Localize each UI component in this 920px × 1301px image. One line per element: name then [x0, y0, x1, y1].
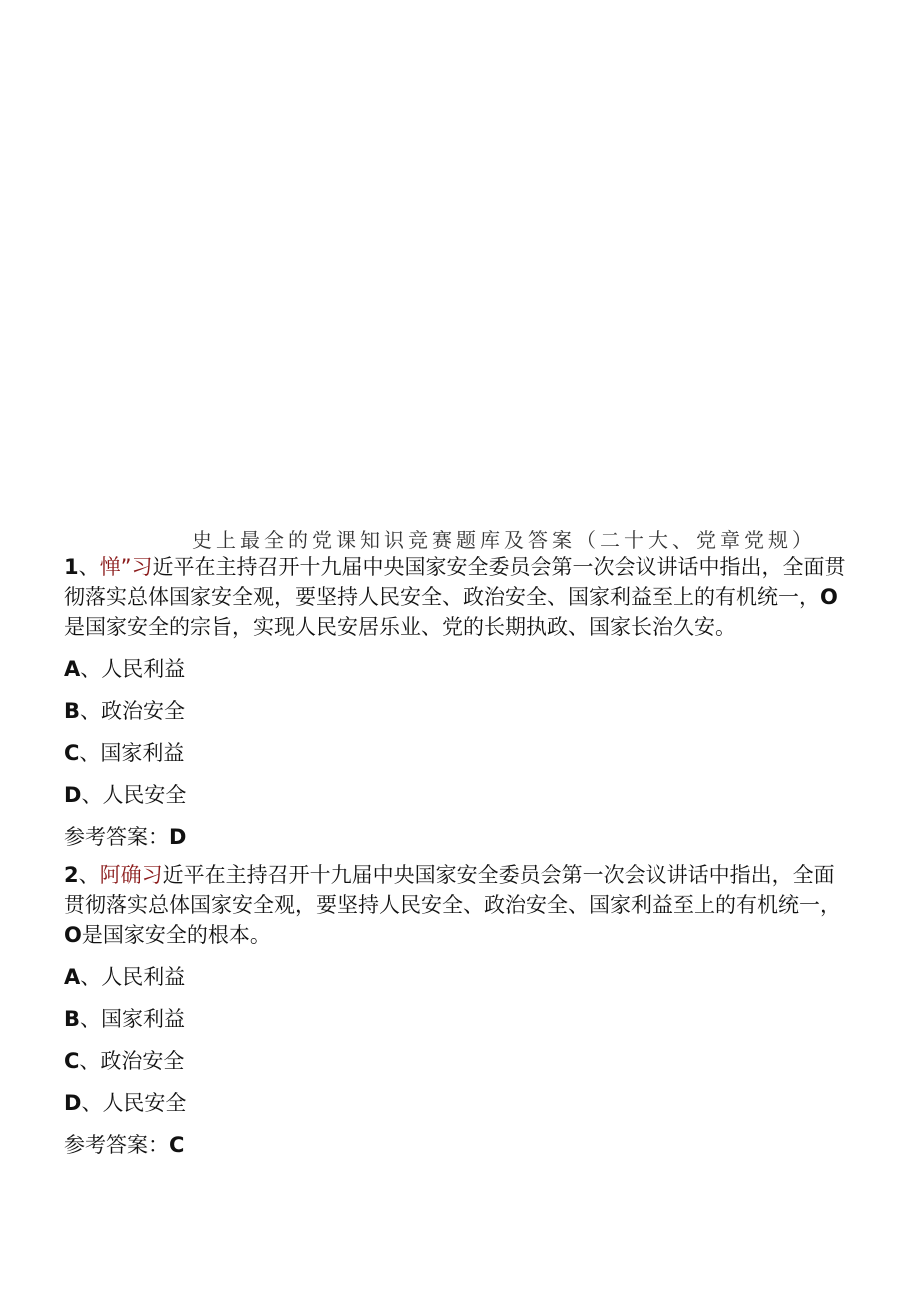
option-text: 政治安全	[100, 1049, 185, 1073]
question-blank: O	[64, 923, 82, 947]
option-letter: C	[64, 741, 80, 765]
question-number: 2	[64, 863, 79, 887]
option-separator: 、	[80, 965, 102, 989]
option-text: 人民安全	[102, 783, 187, 807]
question-stem	[64, 860, 854, 950]
option-a	[64, 648, 854, 690]
option-separator: 、	[81, 1091, 103, 1115]
option-c	[64, 732, 854, 774]
question-blank: O	[820, 585, 838, 609]
option-text: 政治安全	[101, 699, 186, 723]
question-lead-text: 阿确习	[99, 863, 163, 887]
option-b	[64, 690, 854, 732]
option-c	[64, 1040, 854, 1082]
question-number-separator: 、	[78, 555, 100, 579]
question-text-part2: 是国家安全的宗旨，实现人民安居乐业、党的长期执政、国家长治久安。	[64, 615, 736, 639]
option-letter: B	[64, 1007, 81, 1031]
document-title: 史上最全的党课知识竞赛题库及答案（二十大、党章党规）	[192, 528, 816, 552]
option-separator: 、	[80, 657, 102, 681]
question-1	[64, 552, 854, 858]
option-letter: A	[64, 657, 81, 681]
option-separator: 、	[80, 699, 102, 723]
option-letter: A	[64, 965, 81, 989]
option-b	[64, 998, 854, 1040]
option-text: 人民利益	[101, 965, 186, 989]
option-separator: 、	[79, 741, 101, 765]
reference-answer	[64, 1124, 854, 1166]
question-lead-text: 惮”习	[99, 555, 153, 579]
answer-value: D	[169, 825, 187, 849]
answer-label: 参考答案：	[64, 825, 169, 849]
option-separator: 、	[80, 1007, 102, 1031]
option-letter: B	[64, 699, 81, 723]
reference-answer	[64, 816, 854, 858]
option-letter: D	[64, 1091, 82, 1115]
question-stem	[64, 552, 854, 642]
option-text: 国家利益	[100, 741, 185, 765]
option-a	[64, 956, 854, 998]
option-separator: 、	[81, 783, 103, 807]
option-separator: 、	[79, 1049, 101, 1073]
question-text-part1: 近平在主持召开十九届中央国家安全委员会第一次会议讲话中指出，全面贯彻落实总体国家安全观，要坚持人民安全、政治安全、国家利益至上的有机统一，	[64, 863, 841, 917]
question-2	[64, 860, 854, 1166]
question-text-part1: 近平在主持召开十九届中央国家安全委员会第一次会议讲话中指出，全面贯彻落实总体国家安全观，要坚持人民安全、政治安全、国家利益至上的有机统一，	[64, 555, 846, 609]
option-text: 人民安全	[102, 1091, 187, 1115]
option-text: 人民利益	[101, 657, 186, 681]
option-d	[64, 774, 854, 816]
question-number: 1	[64, 555, 79, 579]
question-number-separator: 、	[78, 863, 100, 887]
option-letter: D	[64, 783, 82, 807]
option-text: 国家利益	[101, 1007, 186, 1031]
option-letter: C	[64, 1049, 80, 1073]
question-text-part2: 是国家安全的根本。	[81, 923, 271, 947]
option-d	[64, 1082, 854, 1124]
answer-value: C	[169, 1133, 185, 1157]
answer-label: 参考答案：	[64, 1133, 169, 1157]
